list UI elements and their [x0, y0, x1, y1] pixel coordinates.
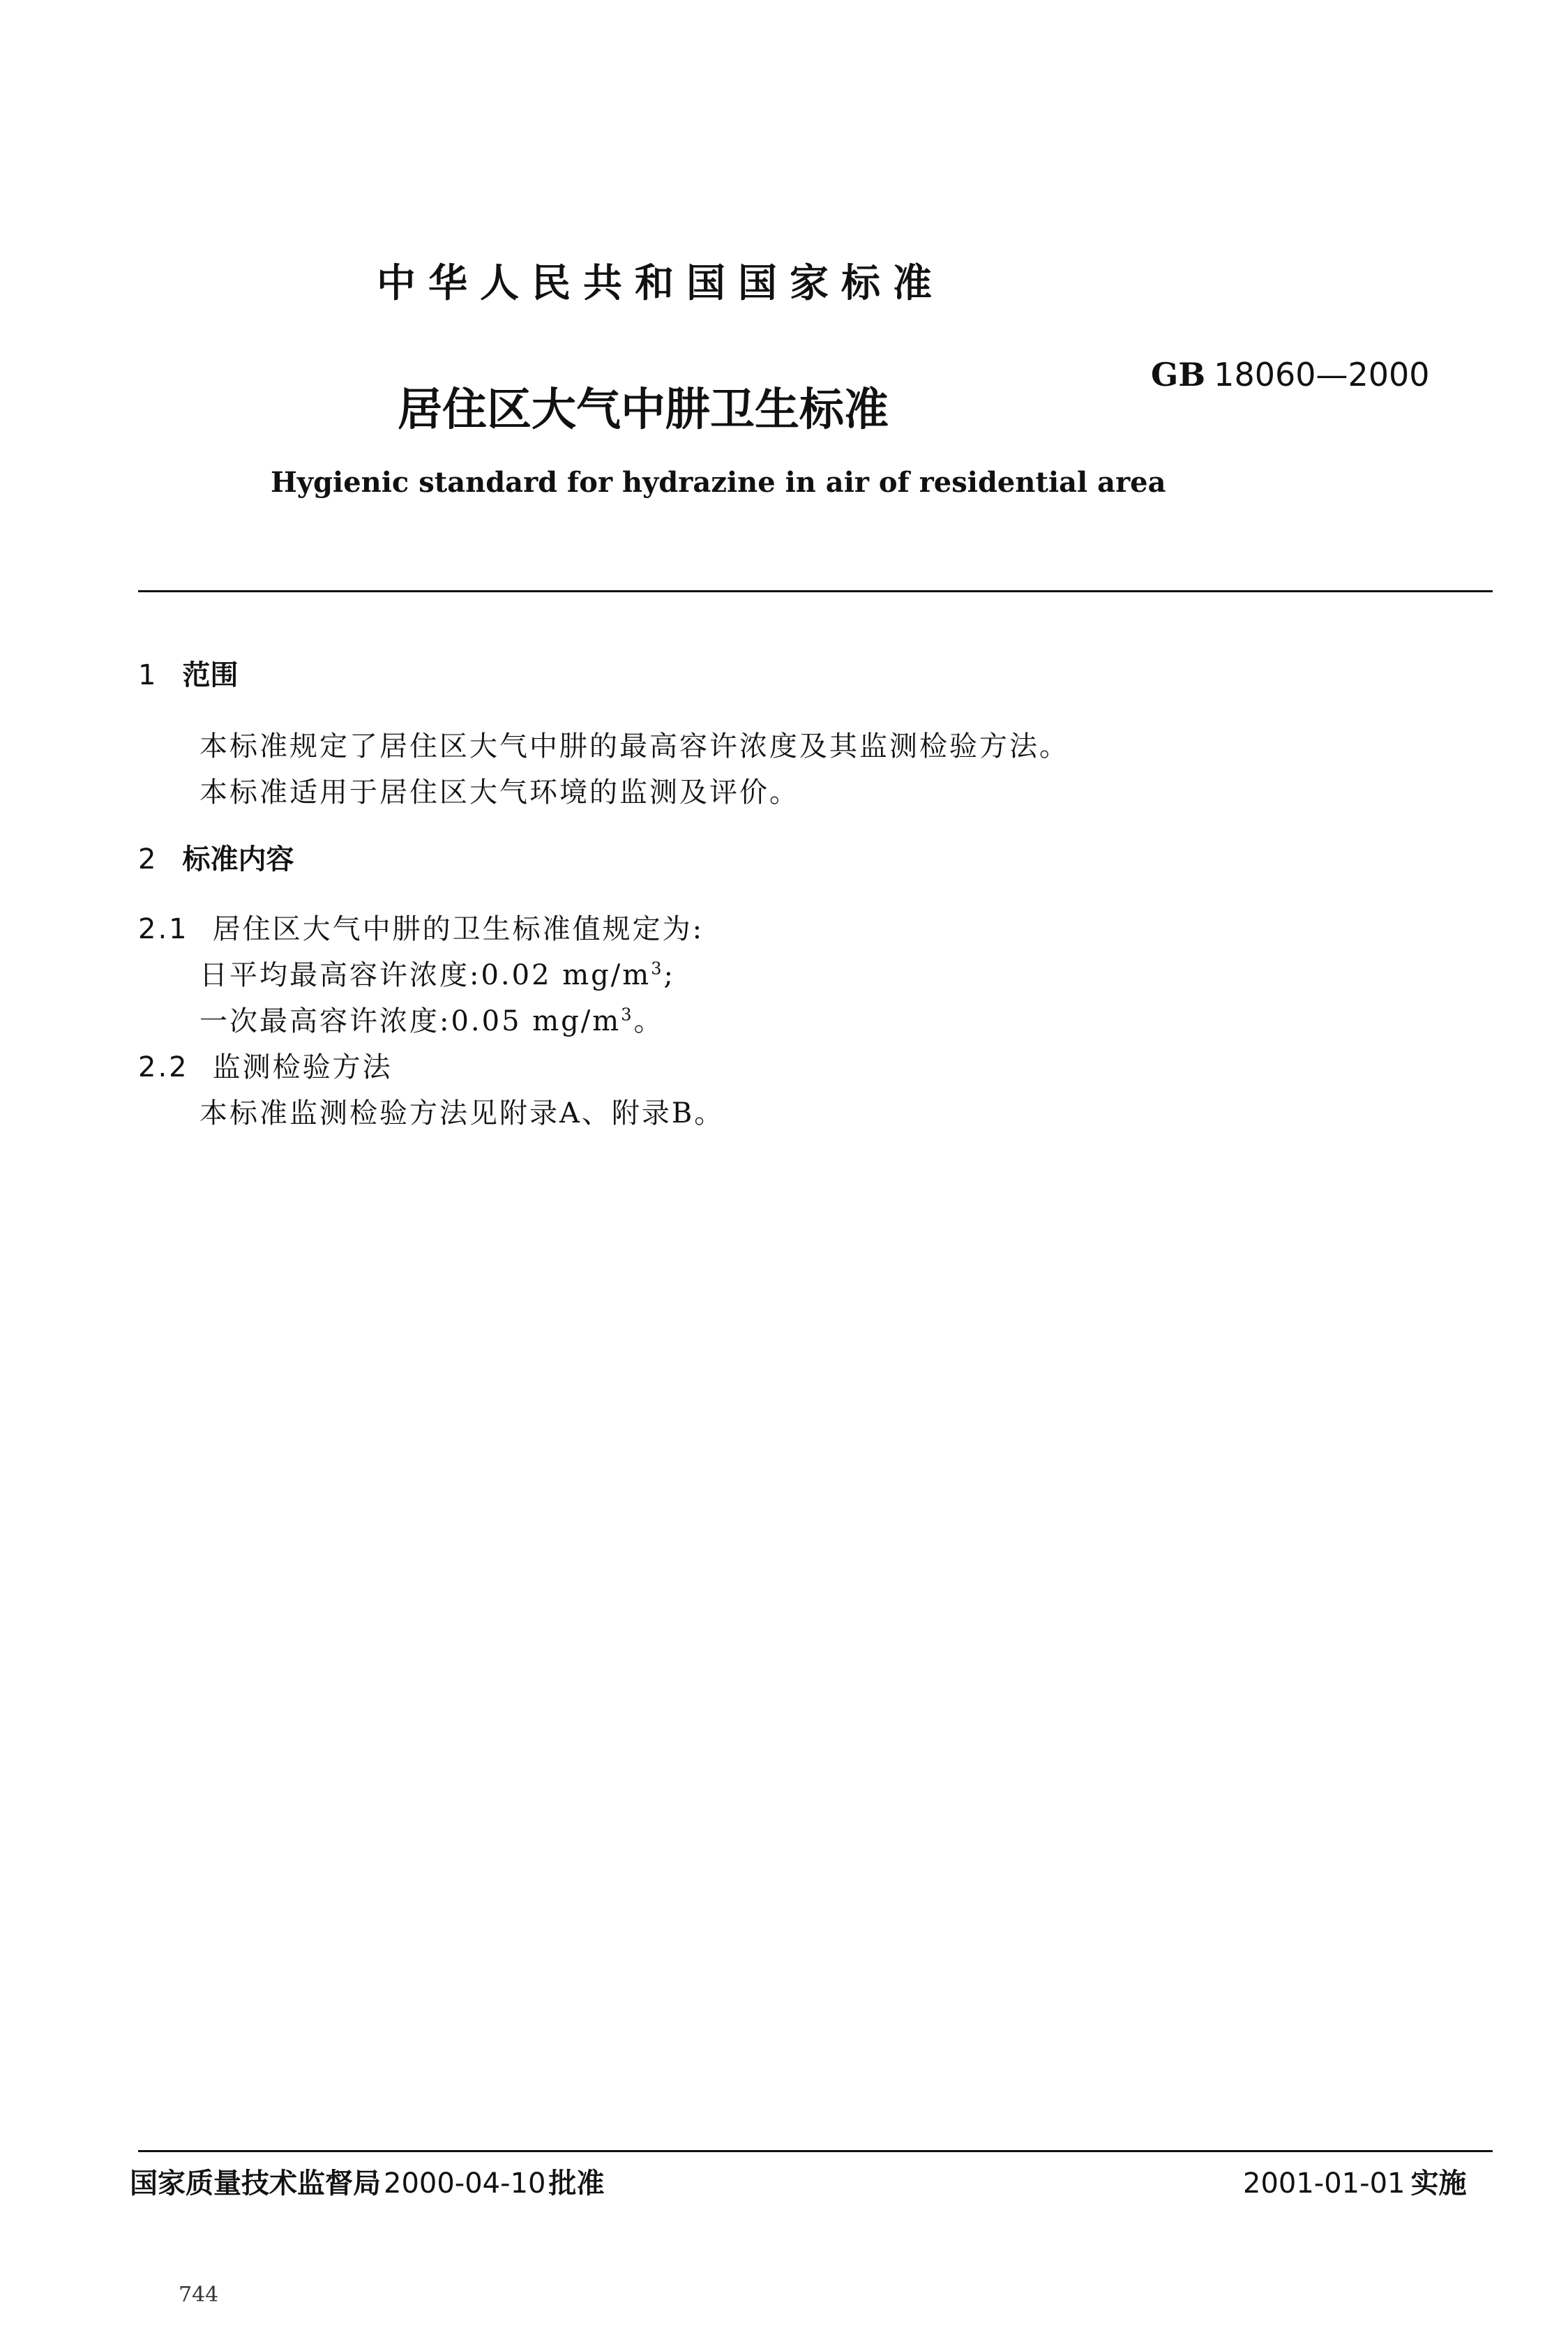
document-title: 居住区大气中肼卫生标准: [398, 384, 889, 436]
section-1-heading: [138, 653, 238, 693]
implementation-date: 2001-01-01: [1243, 2168, 1405, 2200]
daily-average-limit-text: 日平均最高容许浓度:0.02 mg/m: [199, 959, 651, 991]
section-2-title: 标准内容: [182, 843, 294, 876]
daily-average-limit: [199, 953, 675, 993]
subsection-2-2: [138, 1045, 393, 1085]
approval-word: 批准: [548, 2168, 605, 2200]
gb-number: 18060—2000: [1214, 356, 1430, 393]
section-1-title: 范围: [182, 659, 239, 691]
section-1-paragraph-2: 本标准适用于居住区大气环境的监测及评价。: [199, 776, 799, 809]
one-time-limit-text: 一次最高容许浓度:0.05 mg/m: [199, 1005, 621, 1037]
one-time-limit-punct: 。: [633, 1005, 664, 1037]
one-time-limit-superscript: 3: [621, 1005, 634, 1025]
document-title-english: Hygienic standard for hydrazine in air of residential area: [271, 466, 1166, 499]
gb-standard-code: [1151, 356, 1430, 393]
section-2-heading: [138, 837, 294, 877]
implementation-word: 实施: [1410, 2168, 1467, 2200]
one-time-limit: [199, 999, 663, 1039]
section-2-number: 2: [138, 843, 156, 876]
subsection-2-1-number: 2.1: [138, 913, 189, 945]
gb-prefix: GB: [1151, 356, 1206, 393]
daily-average-limit-superscript: 3: [651, 959, 664, 979]
section-1-paragraph-1: 本标准规定了居住区大气中肼的最高容许浓度及其监测检验方法。: [199, 730, 1069, 762]
implementation-line: [1243, 2161, 1466, 2201]
approval-date: 2000-04-10: [384, 2168, 546, 2200]
national-standard-heading: 中华人民共和国国家标准: [377, 261, 944, 306]
subsection-2-1-text: 居住区大气中肼的卫生标准值规定为:: [212, 913, 704, 945]
daily-average-limit-punct: ;: [663, 959, 675, 991]
page-number: 744: [179, 2283, 219, 2307]
header-divider: [138, 590, 1493, 592]
subsection-2-2-number: 2.2: [138, 1051, 189, 1083]
footer-divider: [138, 2150, 1493, 2152]
subsection-2-2-text: 监测检验方法: [212, 1051, 393, 1083]
subsection-2-2-paragraph: 本标准监测检验方法见附录A、附录B。: [199, 1097, 725, 1129]
subsection-2-1: [138, 907, 704, 947]
approval-line: [130, 2161, 604, 2201]
approval-org: 国家质量技术监督局: [130, 2168, 381, 2200]
section-1-number: 1: [138, 659, 156, 691]
